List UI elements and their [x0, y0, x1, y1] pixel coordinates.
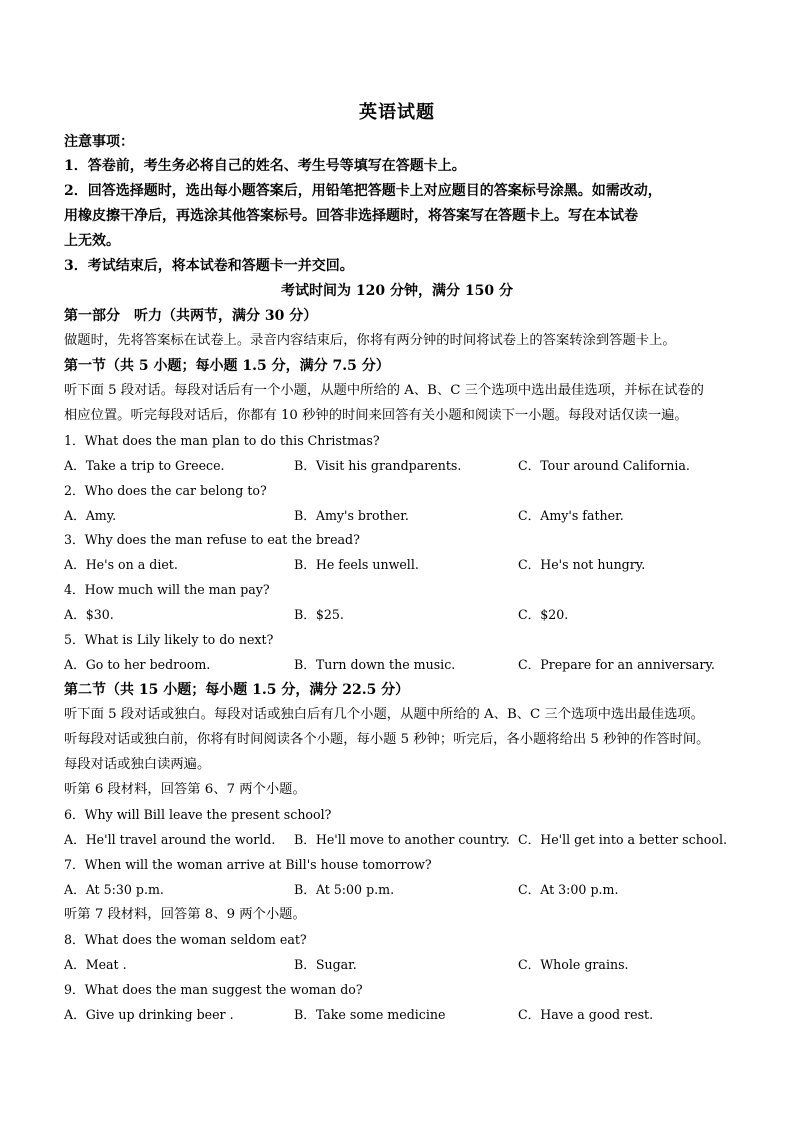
- option-c: C．Whole grains.: [518, 957, 629, 972]
- option-c: C．Have a good rest.: [518, 1007, 654, 1022]
- question-text: 5．What is Lily likely to do next?: [64, 632, 274, 647]
- option-a: A．Give up drinking beer .: [64, 1007, 234, 1022]
- question-text: 7．When will the woman arrive at Bill's house tomorrow?: [64, 857, 432, 872]
- option-b: B．Amy's brother.: [294, 508, 409, 523]
- question-text: 6．Why will Bill leave the present school?: [64, 807, 332, 822]
- option-a: A．He's on a diet.: [64, 557, 178, 572]
- option-a: A．At 5:30 p.m.: [64, 882, 164, 897]
- option-b: B．At 5:00 p.m.: [294, 882, 395, 897]
- material-note: 听第 6 段材料，回答第 6、7 两个小题。: [64, 782, 306, 797]
- part1-heading: 第一部分 听力（共两节，满分 30 分）: [64, 308, 318, 324]
- option-b: B．Sugar.: [294, 957, 357, 972]
- option-a: A．Take a trip to Greece.: [64, 458, 225, 473]
- question-text: 8．What does the woman seldom eat?: [64, 932, 307, 947]
- option-a: A．Meat .: [64, 957, 127, 972]
- exam-info: 考试时间为 120 分钟，满分 150 分: [281, 283, 513, 299]
- notice-item: 2．回答选择题时，选出每小题答案后，用铅笔把答题卡上对应题目的答案标号涂黑。如需改动，: [64, 183, 662, 199]
- notice-heading: 注意事项：: [64, 134, 134, 150]
- material-note: 听第 7 段材料，回答第 8、9 两个小题。: [64, 907, 306, 922]
- option-b: B．Take some medicine: [294, 1007, 446, 1022]
- page-title: 英语试题: [359, 102, 435, 123]
- notice-item: 用橡皮擦干净后，再选涂其他答案标号。回答非选择题时，将答案写在答题卡上。写在本试卷: [64, 208, 638, 224]
- option-c: C．Prepare for an anniversary.: [518, 657, 715, 672]
- option-b: B．He'll move to another country.: [294, 832, 510, 847]
- notice-item: 3．考试结束后，将本试卷和答题卡一并交回。: [64, 258, 354, 274]
- option-c: C．He's not hungry.: [518, 557, 646, 572]
- section2-instruction: 听每段对话或独白前，你将有时间阅读各个小题，每小题 5 秒钟；听完后，各小题将给出 5 秒钟的作答时间。: [64, 732, 710, 747]
- question-text: 4．How much will the man pay?: [64, 582, 270, 597]
- option-c: C．Amy's father.: [518, 508, 624, 523]
- notice-item: 1．答卷前，考生务必将自己的姓名、考生号等填写在答题卡上。: [64, 158, 466, 174]
- option-b: B．Visit his grandparents.: [294, 458, 462, 473]
- section1-instruction: 相应位置。听完每段对话后，你都有 10 秒钟的时间来回答有关小题和阅读下一小题。每段对话仅读一遍。: [64, 408, 688, 423]
- option-b: B．He feels unwell.: [294, 557, 419, 572]
- option-a: A．Go to her bedroom.: [64, 657, 211, 672]
- section2-instruction: 听下面 5 段对话或独白。每段对话或独白后有几个小题，从题中所给的 A、B、C 三个选项中选出最佳选项。: [64, 707, 704, 722]
- option-a: A．He'll travel around the world.: [64, 832, 276, 847]
- option-b: B．$25.: [294, 607, 344, 622]
- section2-instruction: 每段对话或独白读两遍。: [64, 757, 211, 772]
- question-text: 2．Who does the car belong to?: [64, 483, 267, 498]
- option-a: A．Amy.: [64, 508, 117, 523]
- section2-heading: 第二节（共 15 小题；每小题 1.5 分，满分 22.5 分）: [64, 682, 410, 698]
- notice-item: 上无效。: [64, 233, 120, 249]
- question-text: 9．What does the man suggest the woman do?: [64, 982, 363, 997]
- option-c: C．$20.: [518, 607, 569, 622]
- option-b: B．Turn down the music.: [294, 657, 456, 672]
- option-c: C．Tour around California.: [518, 458, 690, 473]
- section1-instruction: 听下面 5 段对话。每段对话后有一个小题，从题中所给的 A、B、C 三个选项中选出最佳选项，并标在试卷的: [64, 383, 704, 398]
- question-text: 1．What does the man plan to do this Christmas?: [64, 433, 380, 448]
- section1-heading: 第一节（共 5 小题；每小题 1.5 分，满分 7.5 分）: [64, 358, 390, 374]
- option-a: A．$30.: [64, 607, 114, 622]
- part1-instruction: 做题时，先将答案标在试卷上。录音内容结束后，你将有两分钟的时间将试卷上的答案转涂到答题卡上。: [64, 333, 676, 348]
- option-c: C．At 3:00 p.m.: [518, 882, 619, 897]
- option-c: C．He'll get into a better school.: [518, 832, 727, 847]
- question-text: 3．Why does the man refuse to eat the bread?: [64, 532, 360, 547]
